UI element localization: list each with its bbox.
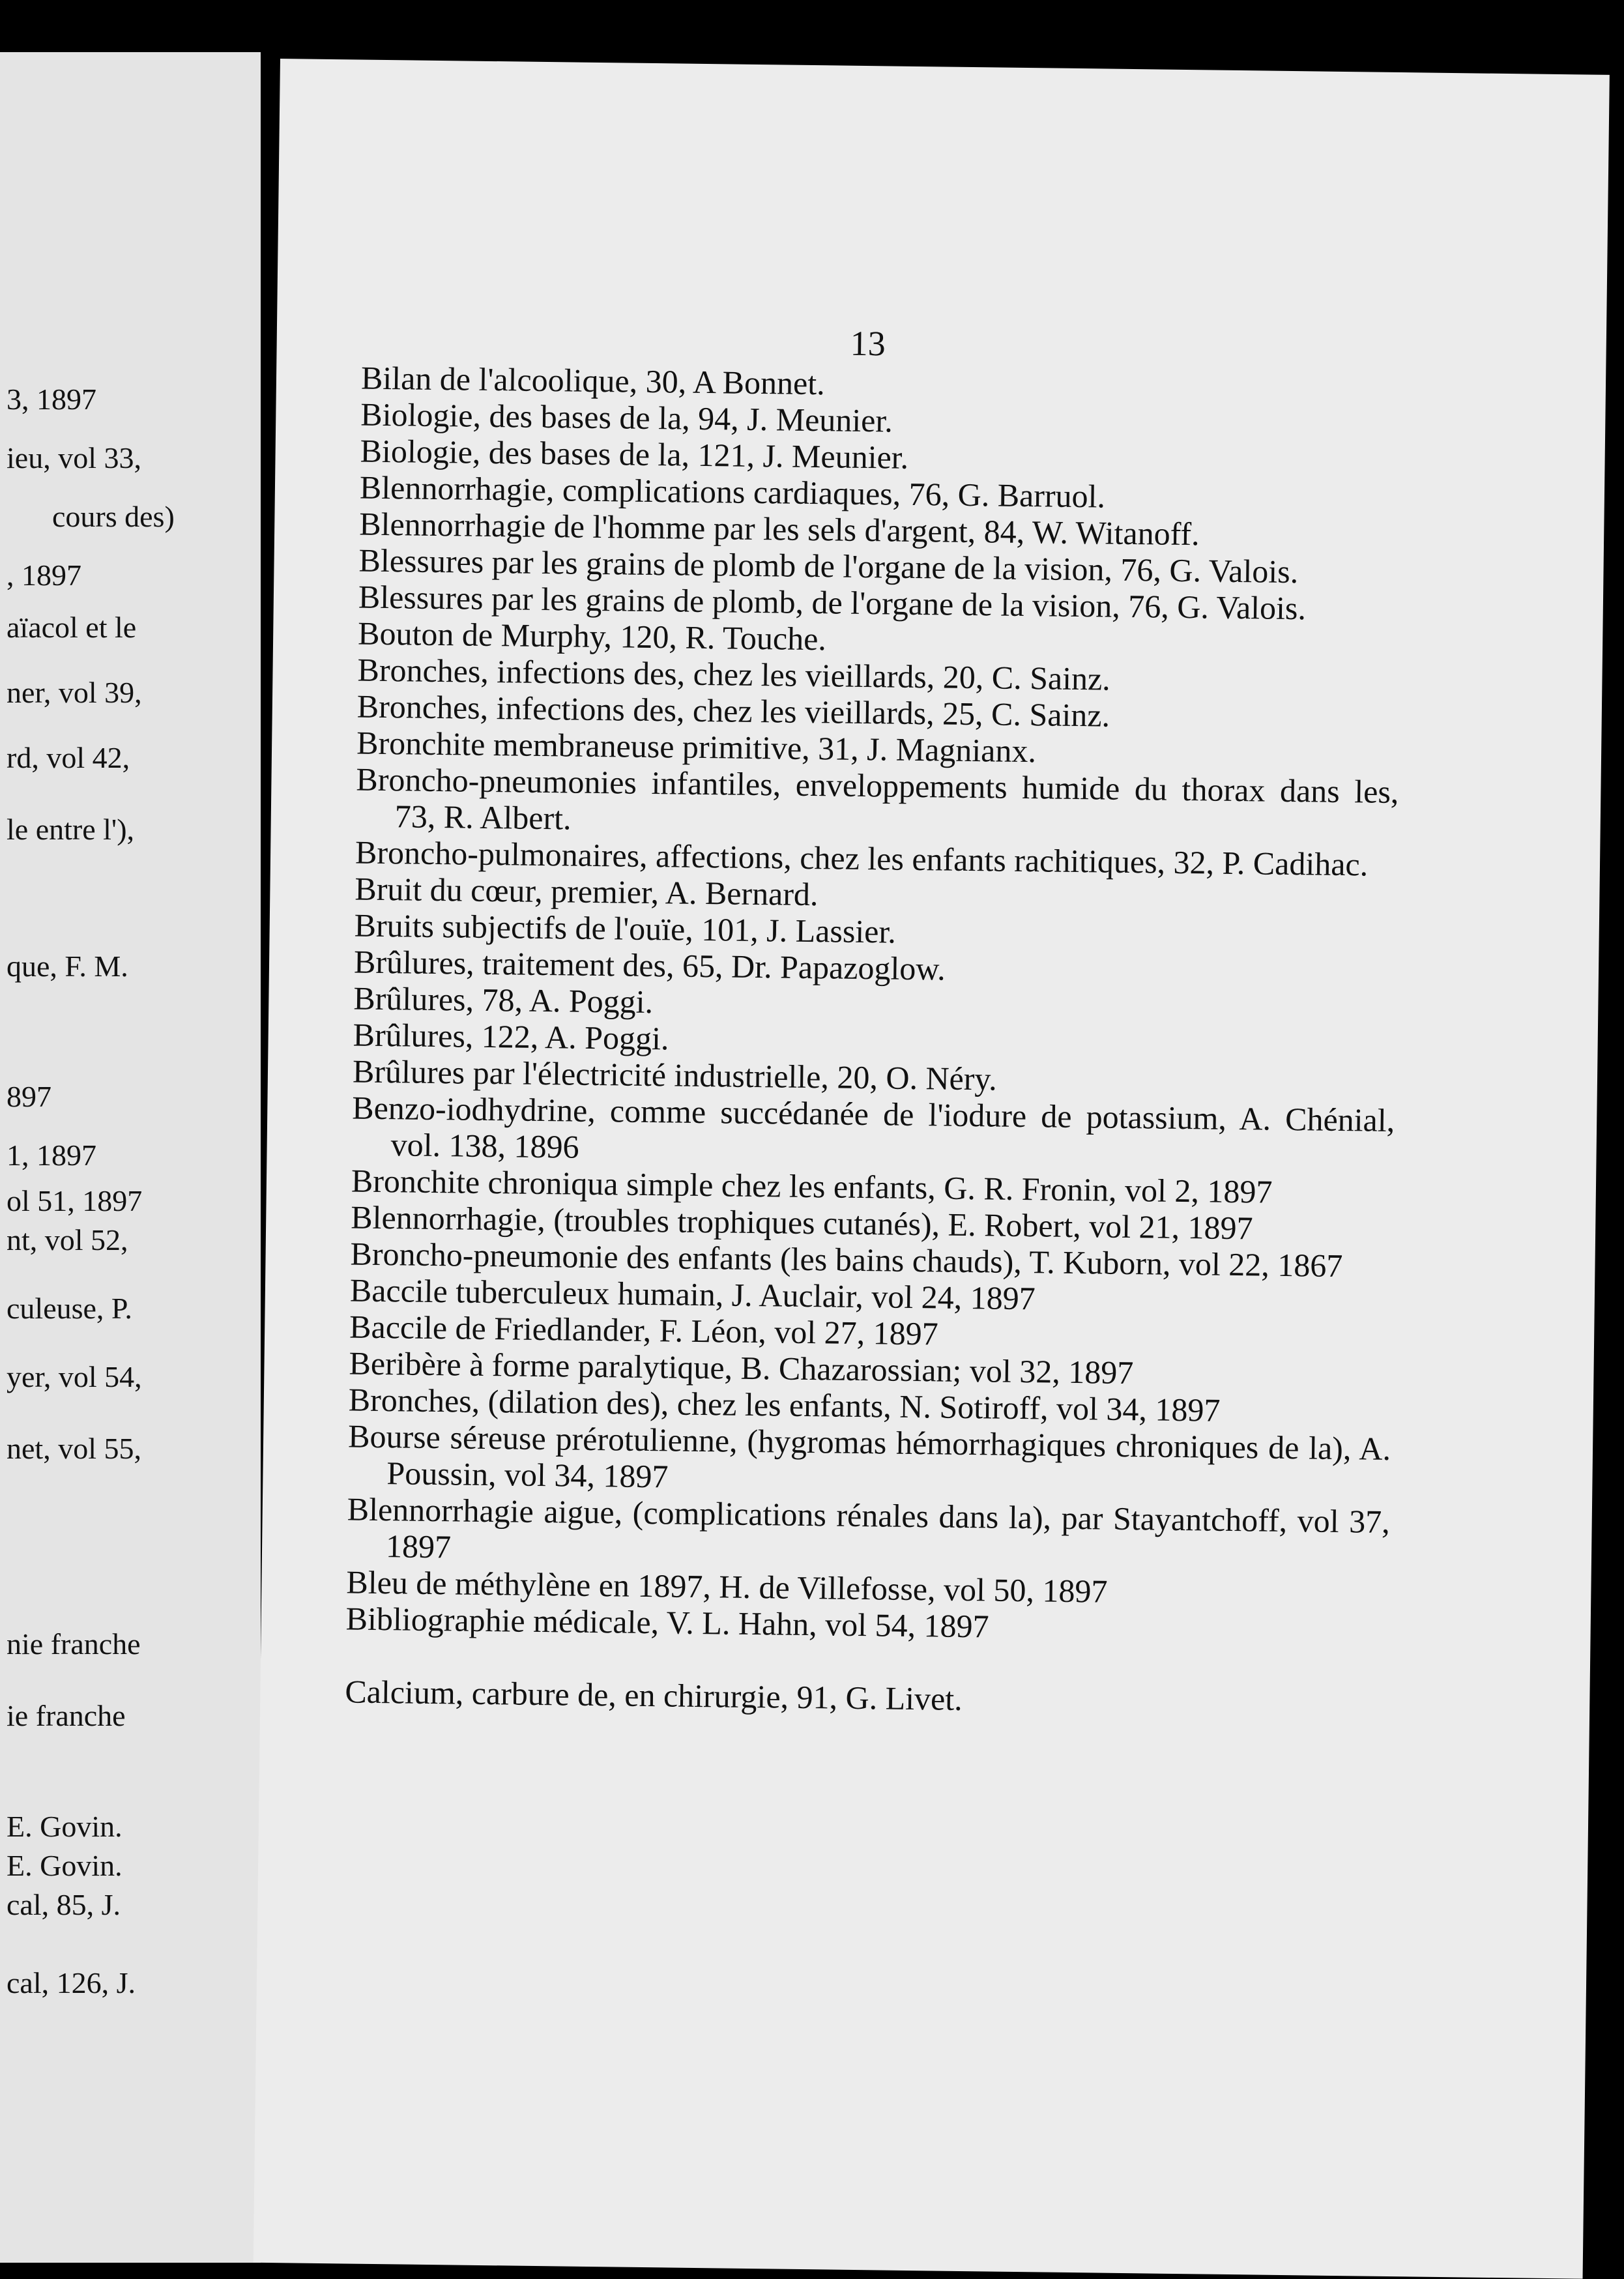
index-entry: Bronches, infections des, chez les vieillards, 25, C. Sainz. bbox=[356, 688, 1110, 734]
left-page-line: le entre l'), bbox=[7, 813, 135, 846]
index-entry: Blennorrhagie, (troubles trophiques cutanés), E. Robert, vol 21, 1897 bbox=[350, 1198, 1253, 1247]
index-entry: Bruits subjectifs de l'ouïe, 101, J. Lassier. bbox=[354, 907, 897, 950]
left-page-line: net, vol 55, bbox=[7, 1432, 141, 1465]
index-entry: Blennorrhagie aigue, (complications rénales dans la), par Stayantchoff, vol 37, 1897 bbox=[347, 1490, 1391, 1565]
left-page-line: ner, vol 39, bbox=[7, 676, 142, 709]
index-entry: Bleu de méthylène en 1897, H. de Villefosse, vol 50, 1897 bbox=[346, 1563, 1108, 1610]
left-page-line: ie franche bbox=[7, 1699, 126, 1732]
index-entry: Blessures par les grains de plomb de l'organe de la vision, 76, G. Valois. bbox=[358, 542, 1299, 590]
index-entry: Baccile tuberculeux humain, J. Auclair, vol 24, 1897 bbox=[349, 1271, 1036, 1317]
index-entry: Bruit du cœur, premier, A. Bernard. bbox=[355, 870, 819, 913]
left-page-line: , 1897 bbox=[7, 559, 81, 592]
index-entry: Brûlures, 122, A. Poggi. bbox=[353, 1016, 669, 1057]
index-entry: Biologie, des bases de la, 94, J. Meunier. bbox=[360, 396, 893, 439]
left-page-line: ol 51, 1897 bbox=[7, 1184, 143, 1217]
index-entry: Broncho-pneumonies infantiles, enveloppements humide du thorax dans les, 73, R. Albert. bbox=[356, 761, 1399, 837]
left-page-line: cours des) bbox=[52, 500, 175, 533]
index-entry: Bronchite membraneuse primitive, 31, J. Magnianx. bbox=[356, 724, 1037, 770]
index-entry: Benzo-iodhydrine, comme succédanée de l'iodure de potassium, A. Chénial, vol. 138, 1896 bbox=[352, 1089, 1395, 1165]
index-entry: Brûlures, traitement des, 65, Dr. Papazoglow. bbox=[353, 943, 946, 987]
index-entry: Blessures par les grains de plomb, de l'organe de la vision, 76, G. Valois. bbox=[358, 578, 1307, 627]
left-page-line: aïacol et le bbox=[7, 611, 137, 644]
left-page-line: ieu, vol 33, bbox=[7, 441, 141, 474]
index-entry: Broncho-pneumonie des enfants (les bains chauds), T. Kuborn, vol 22, 1867 bbox=[350, 1235, 1343, 1285]
index-entry: Bouton de Murphy, 120, R. Touche. bbox=[357, 615, 827, 658]
left-page-line: 897 bbox=[7, 1080, 51, 1113]
left-page-line: cal, 126, J. bbox=[7, 1966, 136, 1999]
index-entry: Bourse séreuse prérotulienne, (hygromas hémorrhagiques chroniques de la), A. Poussin, vol 34, 1897 bbox=[347, 1417, 1391, 1495]
left-page-line: nt, vol 52, bbox=[7, 1223, 128, 1256]
left-page-line: rd, vol 42, bbox=[7, 741, 130, 774]
index-entry: Bibliographie médicale, V. L. Hahn, vol 54, 1897 bbox=[345, 1600, 989, 1645]
index-entry: Brûlures, 78, A. Poggi. bbox=[353, 980, 654, 1021]
left-page-line: E. Govin. bbox=[7, 1810, 123, 1843]
left-page-line: yer, vol 54, bbox=[7, 1360, 142, 1393]
left-page-line: nie franche bbox=[7, 1627, 141, 1661]
index-entry: Bilan de l'alcoolique, 30, A Bonnet. bbox=[360, 359, 826, 402]
left-page-line: cal, 85, J. bbox=[7, 1888, 121, 1921]
index-entry: Bronches, (dilation des), chez les enfants, N. Sotiroff, vol 34, 1897 bbox=[348, 1381, 1221, 1429]
index-entry: Biologie, des bases de la, 121, J. Meunier. bbox=[360, 432, 909, 476]
index-entry: Brûlures par l'électricité industrielle, 20, O. Néry. bbox=[352, 1052, 998, 1097]
left-page-line: 1, 1897 bbox=[7, 1139, 96, 1172]
index-entry: Calcium, carbure de, en chirurgie, 91, G. Livet. bbox=[345, 1673, 963, 1717]
index-entry: Broncho-pulmonaires, affections, chez les enfants rachitiques, 32, P. Cadihac. bbox=[355, 834, 1369, 883]
index-page bbox=[254, 59, 1610, 2279]
left-page-line: que, F. M. bbox=[7, 950, 128, 983]
left-page-line: 3, 1897 bbox=[7, 383, 96, 416]
index-entry: Bronches, infections des, chez les vieillards, 20, C. Sainz. bbox=[357, 651, 1111, 697]
index-entry: Baccile de Friedlander, F. Léon, vol 27, 1897 bbox=[349, 1308, 939, 1352]
previous-page-edge bbox=[0, 52, 261, 2263]
index-entry: Bronchite chroniqua simple chez les enfants, G. R. Fronin, vol 2, 1897 bbox=[351, 1162, 1273, 1210]
page-number: 13 bbox=[850, 323, 886, 364]
index-entry: Blennorrhagie, complications cardiaques, 76, G. Barruol. bbox=[359, 469, 1106, 515]
index-entry: Blennorrhagie de l'homme par les sels d'argent, 84, W. Witanoff. bbox=[358, 505, 1200, 553]
index-entry: Beribère à forme paralytique, B. Chazarossian; vol 32, 1897 bbox=[349, 1344, 1134, 1391]
index-entries bbox=[345, 360, 1404, 1722]
left-page-line: culeuse, P. bbox=[7, 1292, 132, 1325]
left-page-line: E. Govin. bbox=[7, 1849, 123, 1882]
